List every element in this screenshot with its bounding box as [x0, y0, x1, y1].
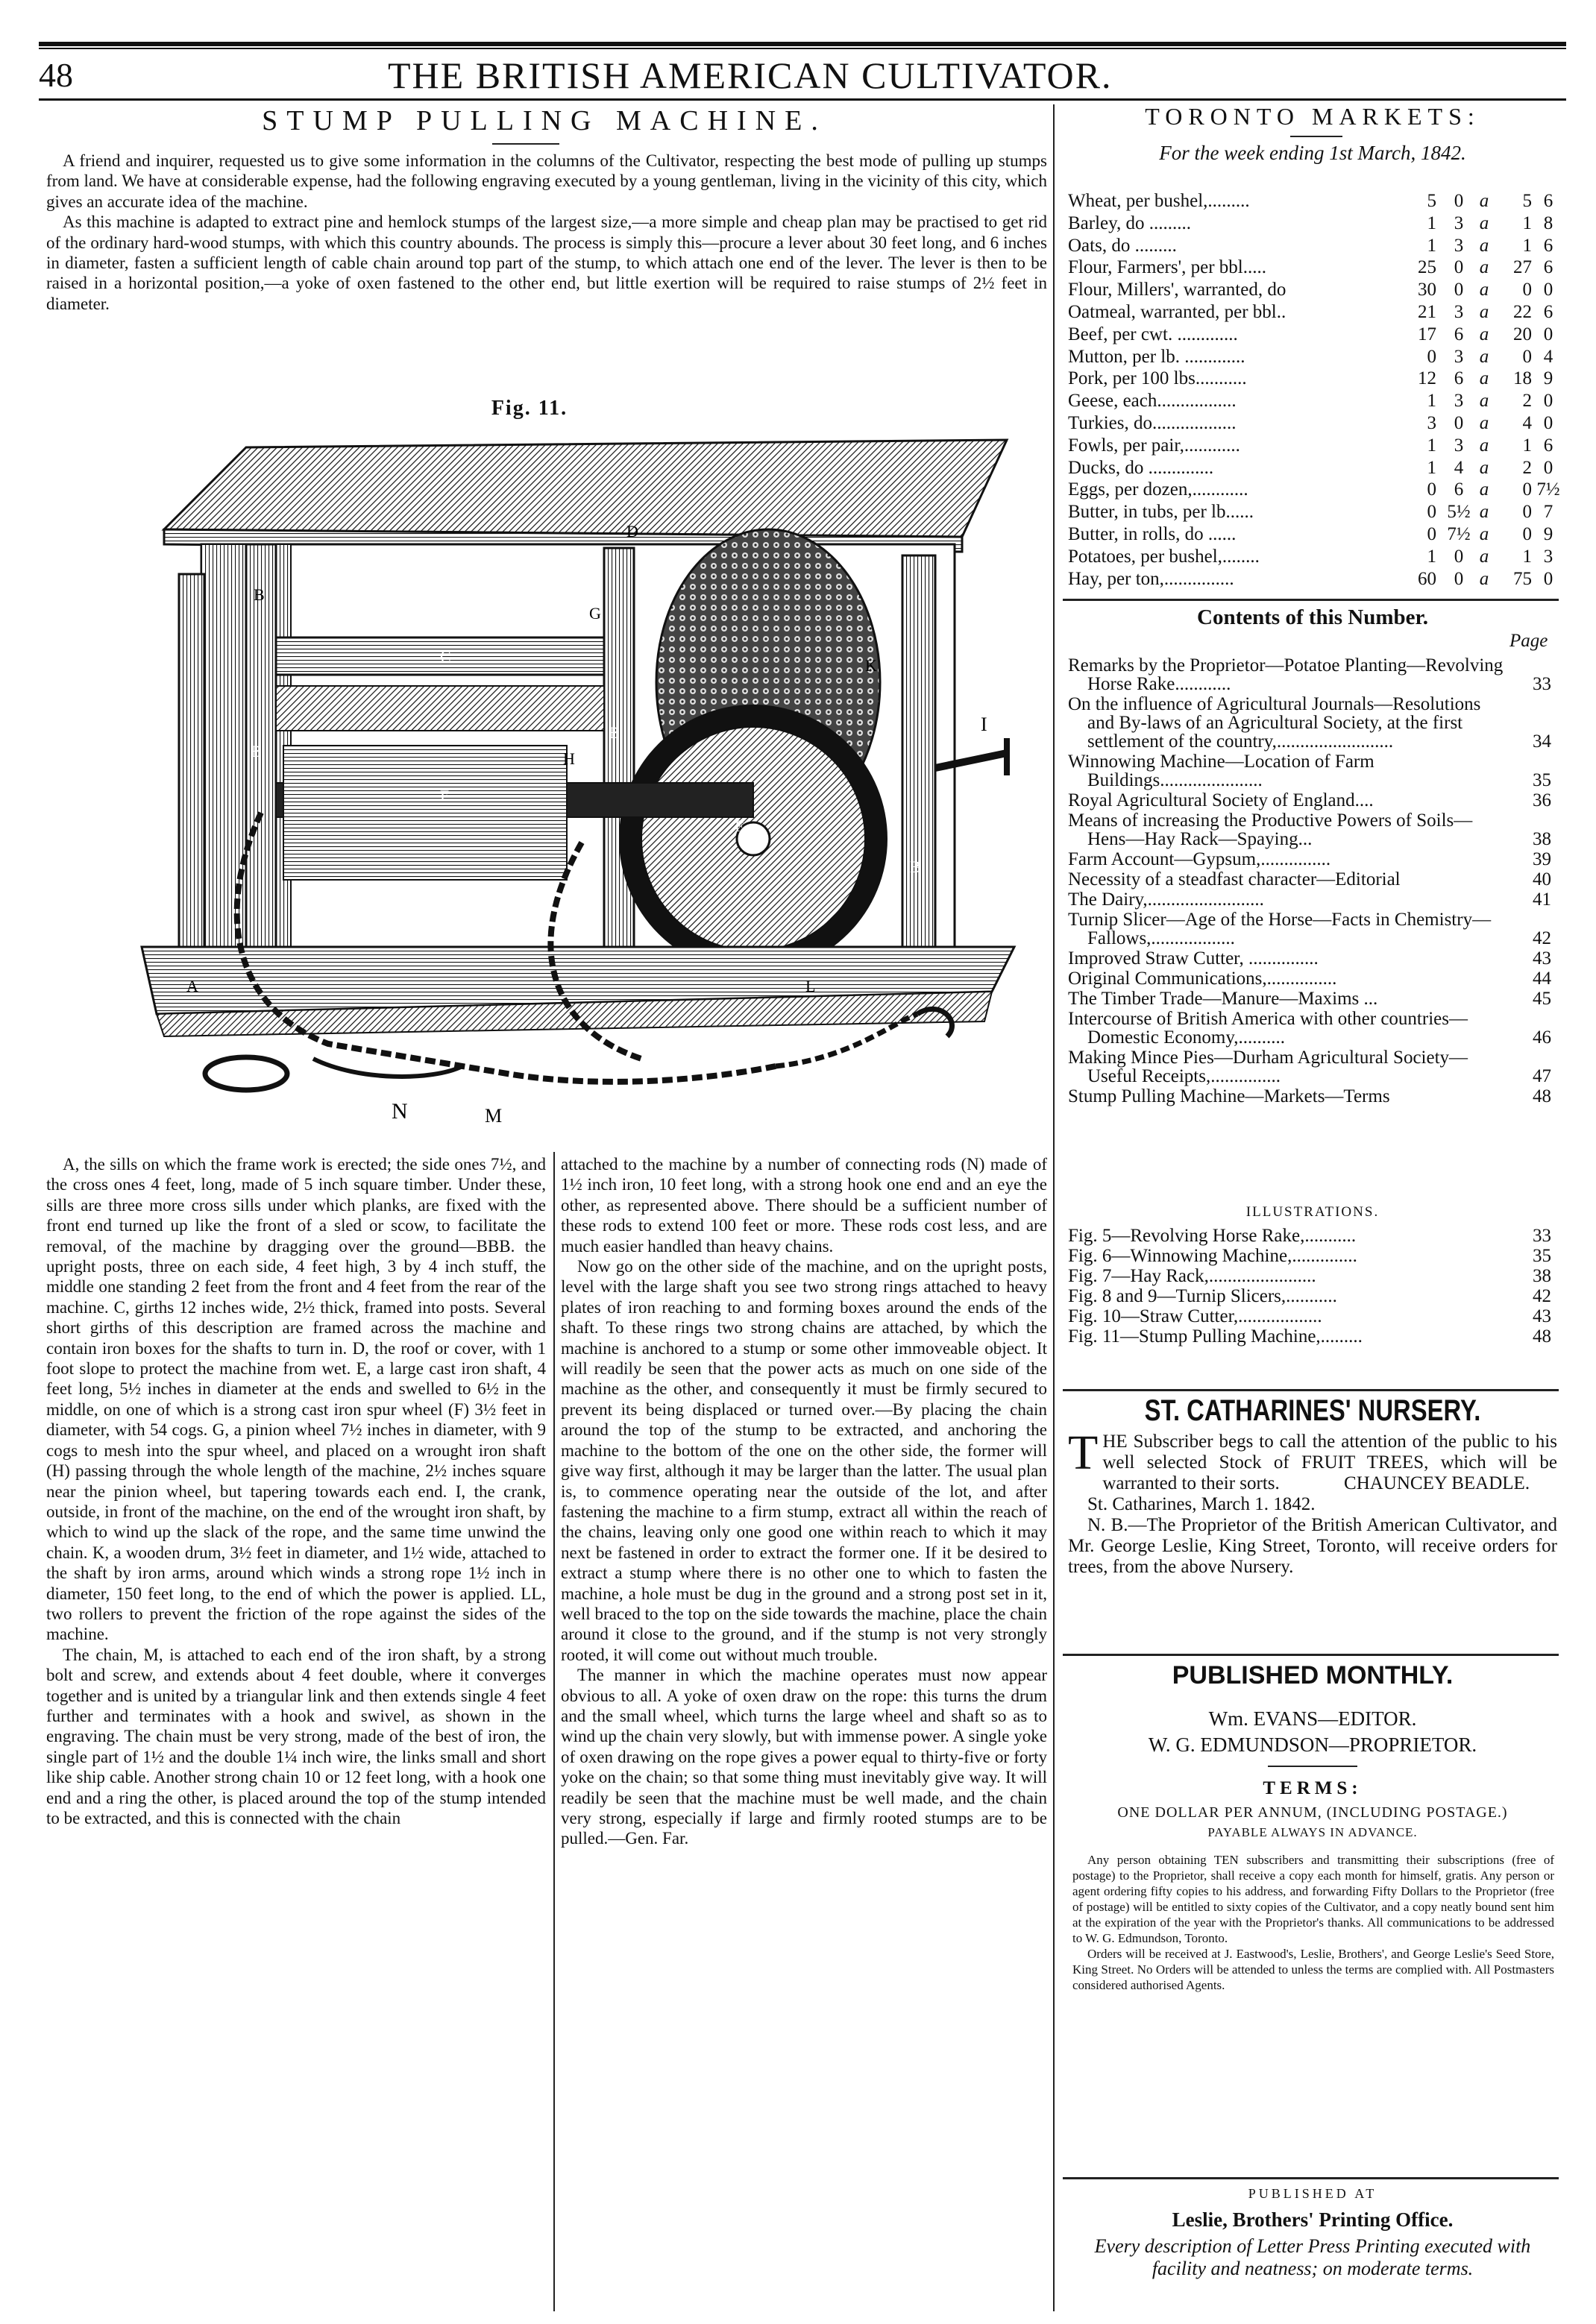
market-high-shillings: 1: [1522, 435, 1532, 456]
published-monthly-title: PUBLISHED MONTHLY.: [1172, 1661, 1454, 1690]
contents-item: [1068, 890, 1553, 909]
illustration-item: [1068, 1267, 1553, 1285]
illustrations-title: ILLUSTRATIONS.: [1245, 1204, 1380, 1220]
figure-letter-b: B: [254, 585, 265, 604]
terms-bottom-rule: [1063, 2177, 1559, 2179]
article-paragraph: Now go on the other side of the machine, and on the upright posts, level with the large shaft you see two strong rings attached to heavy plates of iron reaching to and forming boxes around the ends of the shaft. To these rings two strong chains are attached, by which the machine is anchored to a stump or some other immoveable object. It will readily be seen that the power acts as much on one side of the machine as the other, and consequently it must be firmly secured to prevent its being displaced or turned over.—By placing the chain around the top of the stump to be extracted, and anchoring the machine to the bottom of the one on the other side, the former will give way first, although it may be larger than the latter. The usual plan is, to commence operating near the outside of the lot, and after fastening the machine to a firm stump, extract all within the reach of the chains, leaving only one good one within reach to which it may next be fastened in order to extract the former one. If it be desired to extract a stump where there is no other one to which to fasten the machine, a hole must be dug in the ground and a strong post set in it, well braced to the top on the side towards the machine, place the chain around it close to the ground, and if the stump is not very strongly rooted, it will come out without much trouble.: [561, 1257, 1047, 1664]
market-high-pence: 6: [1543, 235, 1553, 256]
market-low-shillings: 0: [1427, 346, 1436, 367]
title-underline: [492, 143, 559, 145]
market-high-shillings: 1: [1522, 235, 1532, 256]
contents-item-page: 33: [1533, 674, 1551, 694]
market-separator: a: [1479, 235, 1489, 256]
nursery-date: St. Catharines, March 1. 1842.: [1087, 1494, 1316, 1514]
market-separator: a: [1479, 302, 1489, 322]
market-row: [1068, 347, 1553, 365]
contents-item-page: 48: [1533, 1086, 1551, 1106]
stump-pulling-machine-engraving: [134, 425, 1029, 1141]
article-title: STUMP PULLING MACHINE.: [262, 105, 827, 136]
market-item: Geese, each.................: [1068, 391, 1237, 412]
market-low-shillings: 1: [1427, 457, 1436, 478]
contents-item: [1068, 656, 1553, 693]
figure-letter-b: B: [251, 742, 262, 761]
contents-item: [1068, 989, 1553, 1008]
contents-item-text: Turnip Slicer—Age of the Horse—Facts in Chemistry—Fallows,..................: [1068, 910, 1492, 948]
market-high-shillings: 27: [1513, 257, 1532, 278]
market-row: [1068, 569, 1553, 588]
market-separator: a: [1479, 257, 1489, 278]
figure-letter-e: E: [440, 787, 450, 805]
proprietor-line: W. G. EDMUNDSON—PROPRIETOR.: [1148, 1733, 1477, 1756]
contents-item-text: Intercourse of British America with other countries—Domestic Economy,..........: [1068, 1009, 1468, 1048]
illustration-item-text: Fig. 6—Winnowing Machine,..............: [1068, 1246, 1357, 1266]
contents-item-text: Means of increasing the Productive Powers of Soils—Hens—Hay Rack—Spaying...: [1068, 810, 1473, 849]
market-row: [1068, 435, 1553, 454]
market-separator: a: [1479, 368, 1489, 389]
contents-item-text: Necessity of a steadfast character—Editorial: [1068, 869, 1401, 889]
contents-item: [1068, 969, 1553, 988]
market-separator: a: [1479, 280, 1489, 300]
market-low-shillings: 21: [1418, 302, 1436, 322]
markets-title-underline: [1290, 136, 1342, 137]
illustration-item-text: Fig. 10—Straw Cutter,..................: [1068, 1306, 1322, 1326]
nursery-drop-cap: T: [1068, 1426, 1099, 1480]
market-low-pence: 3: [1454, 391, 1464, 412]
market-high-shillings: 0: [1522, 479, 1532, 500]
figure-letter-i: I: [981, 714, 987, 735]
figure-letter-c: C: [440, 647, 451, 666]
paper-title: THE BRITISH AMERICAN CULTIVATOR.: [388, 54, 1113, 96]
figure-letter-a: A: [186, 977, 198, 995]
market-row: [1068, 236, 1553, 254]
market-high-pence: 6: [1543, 435, 1553, 456]
illustration-item-text: Fig. 7—Hay Rack,.......................: [1068, 1266, 1316, 1286]
market-row: [1068, 391, 1553, 412]
market-low-shillings: 25: [1418, 257, 1436, 278]
figure-letter-f: F: [735, 816, 744, 835]
contents-item-page: 46: [1533, 1027, 1551, 1048]
contents-item: [1068, 791, 1553, 810]
market-high-shillings: 2: [1522, 391, 1532, 412]
contents-item-text: Farm Account—Gypsum,...............: [1068, 849, 1331, 869]
market-separator: a: [1479, 568, 1489, 589]
article-paragraph: A, the sills on which the frame work is erected; the side ones 7½, and the cross ones 4 feet, long, made of 5 inch square timber. Under these, sills are three more cross sills under which planks, are fixed with the front end turned up like the front of a sled or scow, to facilitate the removal, of the machine by dragging over the ground—BBB. the upright posts, three on each side, 4 feet high, 3 by 4 inch stuff, the middle one standing 2 feet from the front and 4 feet from the rear of the machine. C, girths 12 inches wide, 2½ thick, framed into posts. Several short girths of this description are framed across the machine and contain iron boxes for the shafts to turn in. D, the roof or cover, with 1 foot slope to protect the machine from wet. E, a large cast iron shaft, 4 feet long, 5½ inches in diameter at the ends and swelled to 6½ in the middle, on one of which is a strong cast iron spur wheel (F) 3½ feet in diameter, with 54 cogs. G, a pinion wheel 7½ inches in diameter, with 9 cogs to mesh into the spur wheel, and placed on a wrought iron shaft (H) passing through the whole length of the machine, 2½ inches square near the pinion wheel, but tapering towards each end. I, the crank, outside, in front of the machine, on the end of the wrought iron shaft, by which to wind up the slack of the rope, and the same time unwind the chain. K, a wooden drum, 3½ feet in diameter, and 1½ wide, attached to the shaft by iron arms, around which winds a strong rope 1½ inch in diameter, 150 feet long, to the end of which the power is applied. LL, two rollers to prevent the friction of the rope against the sides of the machine.: [46, 1155, 546, 1644]
header-rule-thin: [39, 48, 1566, 49]
contents-item-text: On the influence of Agricultural Journals—Resolutions and By-laws of an Agricultural Society, at the first settlement of the country,.........................: [1068, 694, 1481, 752]
market-item: Mutton, per lb. .............: [1068, 346, 1245, 367]
market-low-pence: 0: [1454, 191, 1464, 211]
market-separator: a: [1479, 479, 1489, 500]
figure-letter-k: K: [865, 656, 877, 675]
market-high-pence: 8: [1543, 212, 1553, 233]
market-item: Flour, Farmers', per bbl.....: [1068, 257, 1266, 278]
market-high-shillings: 0: [1522, 280, 1532, 300]
contents-item-page: 38: [1533, 829, 1551, 849]
terms-line-2: PAYABLE ALWAYS IN ADVANCE.: [1207, 1825, 1418, 1839]
market-low-pence: 3: [1454, 435, 1464, 456]
illustration-item-text: Fig. 8 and 9—Turnip Slicers,...........: [1068, 1286, 1337, 1306]
contents-item: [1068, 1087, 1553, 1106]
market-high-shillings: 2: [1522, 457, 1532, 478]
contents-item-text: Remarks by the Proprietor—Potatoe Planting—Revolving Horse Rake............: [1068, 655, 1504, 694]
market-high-shillings: 0: [1522, 524, 1532, 544]
market-separator: a: [1479, 524, 1489, 544]
market-row: [1068, 257, 1553, 276]
illustration-item-page: 35: [1533, 1246, 1551, 1266]
market-item: Pork, per 100 lbs...........: [1068, 368, 1247, 389]
market-high-shillings: 1: [1522, 212, 1532, 233]
editor-line: Wm. EVANS—EDITOR.: [1208, 1707, 1417, 1730]
article-column-1: [46, 1154, 546, 1828]
contents-item: [1068, 1010, 1553, 1047]
figure-letter-m: M: [485, 1105, 503, 1127]
markets-bottom-rule: [1063, 599, 1559, 601]
page-number: 48: [39, 56, 73, 94]
market-high-pence: 9: [1543, 368, 1553, 389]
market-high-pence: 4: [1543, 346, 1553, 367]
market-low-shillings: 1: [1427, 435, 1436, 456]
figure-letter-n: N: [392, 1099, 408, 1124]
intro-paragraph: As this machine is adapted to extract pine and hemlock stumps of the largest size,—a more simple and cheap plan may be practised to get rid of the ordinary hard-wood stumps, with which this country abounds. The process is simply this—procure a lever about 30 feet long, and 6 inches in diameter, fasten a sufficient length of cable chain around top part of the stump, to which attach one end of the lever. The lever is then to be raised in a horizontal position,—a yoke of oxen fastened to the other end, but little exertion will be required to raise stumps of 2½ feet in diameter.: [46, 212, 1047, 313]
market-separator: a: [1479, 435, 1489, 456]
market-low-shillings: 1: [1427, 546, 1436, 567]
contents-item-page: 39: [1533, 849, 1551, 869]
article-column-2: [561, 1154, 1047, 1849]
contents-item-text: The Dairy,.........................: [1068, 889, 1264, 910]
illustration-item: [1068, 1307, 1553, 1326]
markets-subtitle: For the week ending 1st March, 1842.: [1159, 142, 1466, 164]
header-rule-bottom: [39, 98, 1566, 101]
markets-title: TORONTO MARKETS:: [1145, 103, 1480, 130]
market-low-pence: 4: [1454, 457, 1464, 478]
contents-item: [1068, 870, 1553, 889]
illustration-item: [1068, 1226, 1553, 1245]
market-row: [1068, 191, 1553, 210]
figure-letter-b: B: [910, 857, 921, 876]
market-high-pence: 0: [1543, 457, 1553, 478]
figure-letter-g: G: [589, 604, 601, 623]
contents-item-text: Winnowing Machine—Location of Farm Buildings......................: [1068, 752, 1374, 790]
market-high-pence: 0: [1543, 413, 1553, 433]
market-separator: a: [1479, 324, 1489, 344]
contents-item: [1068, 910, 1553, 948]
intro-paragraph: A friend and inquirer, requested us to give some information in the columns of the Cultivator, respecting the best mode of pulling up stumps from land. We have at considerable expense, had the following engraving executed by a young gentleman, living in the vicinity of this city, which gives an accurate idea of the machine.: [46, 151, 1047, 211]
market-high-shillings: 75: [1513, 568, 1532, 589]
market-low-pence: 3: [1454, 302, 1464, 322]
market-high-pence: 7: [1543, 502, 1553, 523]
market-high-pence: 0: [1543, 324, 1553, 344]
market-low-shillings: 60: [1418, 568, 1436, 589]
market-high-pence: 0: [1543, 391, 1553, 412]
market-high-shillings: 0: [1522, 502, 1532, 523]
nursery-notice: [1068, 1426, 1557, 1578]
contents-item: [1068, 1048, 1553, 1086]
illustration-item-text: Fig. 11—Stump Pulling Machine,.........: [1068, 1326, 1363, 1347]
proprietor-underline: [1268, 1766, 1357, 1767]
market-high-shillings: 4: [1522, 413, 1532, 433]
contents-item-text: Royal Agricultural Society of England....: [1068, 790, 1374, 810]
market-low-pence: 0: [1454, 257, 1464, 278]
market-low-shillings: 12: [1418, 368, 1436, 389]
market-low-pence: 6: [1454, 368, 1464, 389]
contents-title: Contents of this Number.: [1197, 605, 1428, 629]
illustration-item-page: 48: [1533, 1326, 1551, 1347]
contents-item: [1068, 695, 1553, 751]
market-low-shillings: 3: [1427, 413, 1436, 433]
illustration-item-page: 42: [1533, 1286, 1551, 1306]
article-paragraph: The chain, M, is attached to each end of the iron shaft, by a strong bolt and screw, and extends about 4 feet double, where it converges together and is united by a triangular link and then extends single 4 feet further and terminates with a hook and swivel, as shown in the engraving. The chain must be very strong, made of the best of iron, the single part of 1½ and the double 1¼ inch wire, the links small and short like ship cable. Another strong chain 10 or 12 feet long, with a hook one end and a ring the other, is placed around the top of the stump intended to be extracted, and this is connected with the chain: [46, 1645, 546, 1827]
market-high-shillings: 18: [1513, 368, 1532, 389]
market-high-pence: 6: [1543, 302, 1553, 322]
contents-item-page: 45: [1533, 989, 1551, 1009]
market-row: [1068, 280, 1553, 298]
market-row: [1068, 458, 1553, 476]
market-separator: a: [1479, 191, 1489, 211]
market-low-shillings: 1: [1427, 391, 1436, 412]
market-item: Oats, do .........: [1068, 235, 1177, 256]
contents-page-label: Page: [1509, 631, 1548, 651]
contents-item-page: 35: [1533, 770, 1551, 790]
nursery-bottom-rule: [1063, 1654, 1559, 1656]
market-low-shillings: 1: [1427, 235, 1436, 256]
market-separator: a: [1479, 212, 1489, 233]
contents-item-page: 41: [1533, 889, 1551, 910]
market-row: [1068, 324, 1553, 343]
market-low-shillings: 30: [1418, 280, 1436, 300]
market-item: Ducks, do ..............: [1068, 457, 1214, 478]
market-high-pence: 9: [1543, 524, 1553, 544]
contents-item: [1068, 850, 1553, 869]
published-at-label: PUBLISHED AT: [1248, 2186, 1377, 2201]
contents-item-page: 44: [1533, 969, 1551, 989]
terms-line-1: ONE DOLLAR PER ANNUM, (INCLUDING POSTAGE.): [1117, 1804, 1508, 1821]
illustration-item-page: 33: [1533, 1226, 1551, 1246]
contents-item: [1068, 752, 1553, 790]
market-high-pence: 0: [1543, 568, 1553, 589]
terms-notices: [1072, 1852, 1554, 1993]
market-item: Fowls, per pair,............: [1068, 435, 1240, 456]
contents-item-page: 43: [1533, 948, 1551, 969]
illustration-item: [1068, 1287, 1553, 1306]
market-row: [1068, 502, 1553, 523]
market-item: Wheat, per bushel,.........: [1068, 191, 1250, 211]
contents-item-page: 36: [1533, 790, 1551, 810]
header-rule-thick: [39, 42, 1566, 46]
orders-notice: Orders will be received at J. Eastwood's, Leslie, Brothers', and George Leslie's Seed Store, King Street. No Orders will be attended to unless the terms are complied with. All Postmasters considered authorised Agents.: [1072, 1947, 1554, 1992]
market-item: Butter, in tubs, per lb......: [1068, 502, 1254, 523]
market-separator: a: [1479, 391, 1489, 412]
contents-item-page: 34: [1533, 731, 1551, 752]
figure-letter-b: B: [609, 723, 620, 742]
article-paragraph: The manner in which the machine operates must now appear obvious to all. A yoke of oxen draw on the rope: this turns the drum and the small wheel, which turns the large wheel and shaft so as to wind up the chain very slowly, but with immense power. A single yoke of oxen drawing on the rope gives a power equal to thirty-five or forty yoke on the chain; so that some thing must inevitably give way. It will readily be seen that the machine must be well made, and the chain very strong, especially if large and firmly rooted stumps are to be pulled.—Gen. Far.: [561, 1666, 1047, 1848]
market-item: Barley, do .........: [1068, 212, 1192, 233]
contents-bottom-rule: [1063, 1389, 1559, 1391]
market-row: [1068, 413, 1553, 432]
market-low-shillings: 5: [1427, 191, 1436, 211]
market-high-pence: 7½: [1536, 479, 1560, 500]
market-low-pence: 6: [1454, 324, 1464, 344]
figure-letter-h: H: [563, 749, 575, 768]
figure-caption: Fig. 11.: [491, 397, 568, 420]
market-high-shillings: 5: [1522, 191, 1532, 211]
market-item: Turkies, do..................: [1068, 413, 1237, 433]
nursery-note: N. B.—The Proprietor of the British American Cultivator, and Mr. George Leslie, King Street, Toronto, will receive orders for trees, from the above Nursery.: [1068, 1515, 1557, 1577]
market-item: Oatmeal, warranted, per bbl..: [1068, 302, 1286, 322]
column-rule-middle: [553, 1152, 555, 2311]
market-low-pence: 5½: [1447, 502, 1471, 523]
market-high-pence: 6: [1543, 257, 1553, 278]
illustration-item-page: 43: [1533, 1306, 1551, 1326]
contents-item-text: Improved Straw Cutter, ...............: [1068, 948, 1319, 969]
market-low-pence: 0: [1454, 568, 1464, 589]
contents-item-page: 40: [1533, 869, 1551, 889]
contents-item: [1068, 811, 1553, 848]
market-high-pence: 3: [1543, 546, 1553, 567]
market-low-shillings: 0: [1427, 524, 1436, 544]
market-high-shillings: 0: [1522, 346, 1532, 367]
printer-name: Leslie, Brothers' Printing Office.: [1172, 2208, 1454, 2231]
figure-letter-l: L: [805, 977, 816, 995]
market-low-pence: 6: [1454, 479, 1464, 500]
contents-item-text: Making Mince Pies—Durham Agricultural Society—Useful Receipts,...............: [1068, 1048, 1468, 1086]
market-high-shillings: 1: [1522, 546, 1532, 567]
market-low-shillings: 0: [1427, 479, 1436, 500]
market-low-pence: 3: [1454, 235, 1464, 256]
market-row: [1068, 368, 1553, 387]
contents-item-page: 42: [1533, 928, 1551, 948]
market-item: Potatoes, per bushel,........: [1068, 546, 1260, 567]
market-high-shillings: 22: [1513, 302, 1532, 322]
illustration-item-page: 38: [1533, 1266, 1551, 1286]
nursery-title: ST. CATHARINES' NURSERY.: [1144, 1394, 1481, 1427]
market-low-pence: 7½: [1447, 524, 1471, 544]
market-high-pence: 0: [1543, 280, 1553, 300]
market-item: Hay, per ton,...............: [1068, 568, 1234, 589]
market-high-pence: 6: [1543, 191, 1553, 211]
market-low-shillings: 1: [1427, 212, 1436, 233]
contents-item-page: 47: [1533, 1066, 1551, 1086]
illustration-item: [1068, 1247, 1553, 1265]
market-low-pence: 0: [1454, 413, 1464, 433]
terms-title: TERMS:: [1263, 1778, 1363, 1798]
market-high-shillings: 20: [1513, 324, 1532, 344]
illustration-item-text: Fig. 5—Revolving Horse Rake,...........: [1068, 1226, 1357, 1246]
market-separator: a: [1479, 457, 1489, 478]
market-low-pence: 0: [1454, 546, 1464, 567]
contents-item-text: The Timber Trade—Manure—Maxims ...: [1068, 989, 1378, 1009]
market-item: Flour, Millers', warranted, do: [1068, 280, 1286, 300]
market-item: Butter, in rolls, do ......: [1068, 524, 1237, 544]
market-item: Eggs, per dozen,............: [1068, 479, 1248, 500]
contents-item-text: Stump Pulling Machine—Markets—Terms: [1068, 1086, 1390, 1106]
market-row: [1068, 524, 1553, 543]
contents-item: [1068, 949, 1553, 968]
market-row: [1068, 547, 1553, 565]
nursery-text: HE Subscriber begs to call the attention of the public to his well selected Stock of FRUIT TREES, which will be warranted to their sorts.: [1102, 1432, 1557, 1493]
market-separator: a: [1479, 502, 1489, 523]
market-low-shillings: 17: [1418, 324, 1436, 344]
printer-tagline: Every description of Letter Press Printing executed with facility and neatness; on moderate terms.: [1094, 2235, 1531, 2279]
market-separator: a: [1479, 346, 1489, 367]
market-low-pence: 3: [1454, 212, 1464, 233]
market-low-pence: 3: [1454, 346, 1464, 367]
market-low-shillings: 0: [1427, 502, 1436, 523]
terms-notice: Any person obtaining TEN subscribers and transmitting their subscriptions (free of postage) to the Proprietor, shall receive a copy each month for himself, gratis. Any person or agent ordering fifty copies to his address, and forwarding Fifty Dollars to the Proprietor (free of postage) will be entitled to sixty copies of the Cultivator, and a copy neatly bound sent him at the expiration of the year with the Proprietor's thanks. All communications to be addressed to W. G. Edmundson, Toronto.: [1072, 1853, 1554, 1945]
market-low-pence: 0: [1454, 280, 1464, 300]
market-item: Beef, per cwt. .............: [1068, 324, 1238, 344]
nursery-signature: CHAUNCEY BEADLE.: [1344, 1473, 1530, 1493]
market-row: [1068, 302, 1553, 321]
market-separator: a: [1479, 546, 1489, 567]
market-row: [1068, 479, 1560, 500]
illustration-item: [1068, 1327, 1553, 1346]
market-row: [1068, 213, 1553, 232]
market-separator: a: [1479, 413, 1489, 433]
article-paragraph: attached to the machine by a number of connecting rods (N) made of 1½ inch iron, 10 feet long, with a strong hook one end and an eye the other, as represented above. There should be a sufficient number of these rods to extend 100 feet or more. These rods cost less, and are much easier handled than heavy chains.: [561, 1155, 1047, 1256]
article-intro: [46, 151, 1047, 314]
figure-letter-d: D: [626, 522, 638, 541]
column-rule-right: [1053, 104, 1055, 2311]
contents-item-text: Original Communications,...............: [1068, 969, 1337, 989]
